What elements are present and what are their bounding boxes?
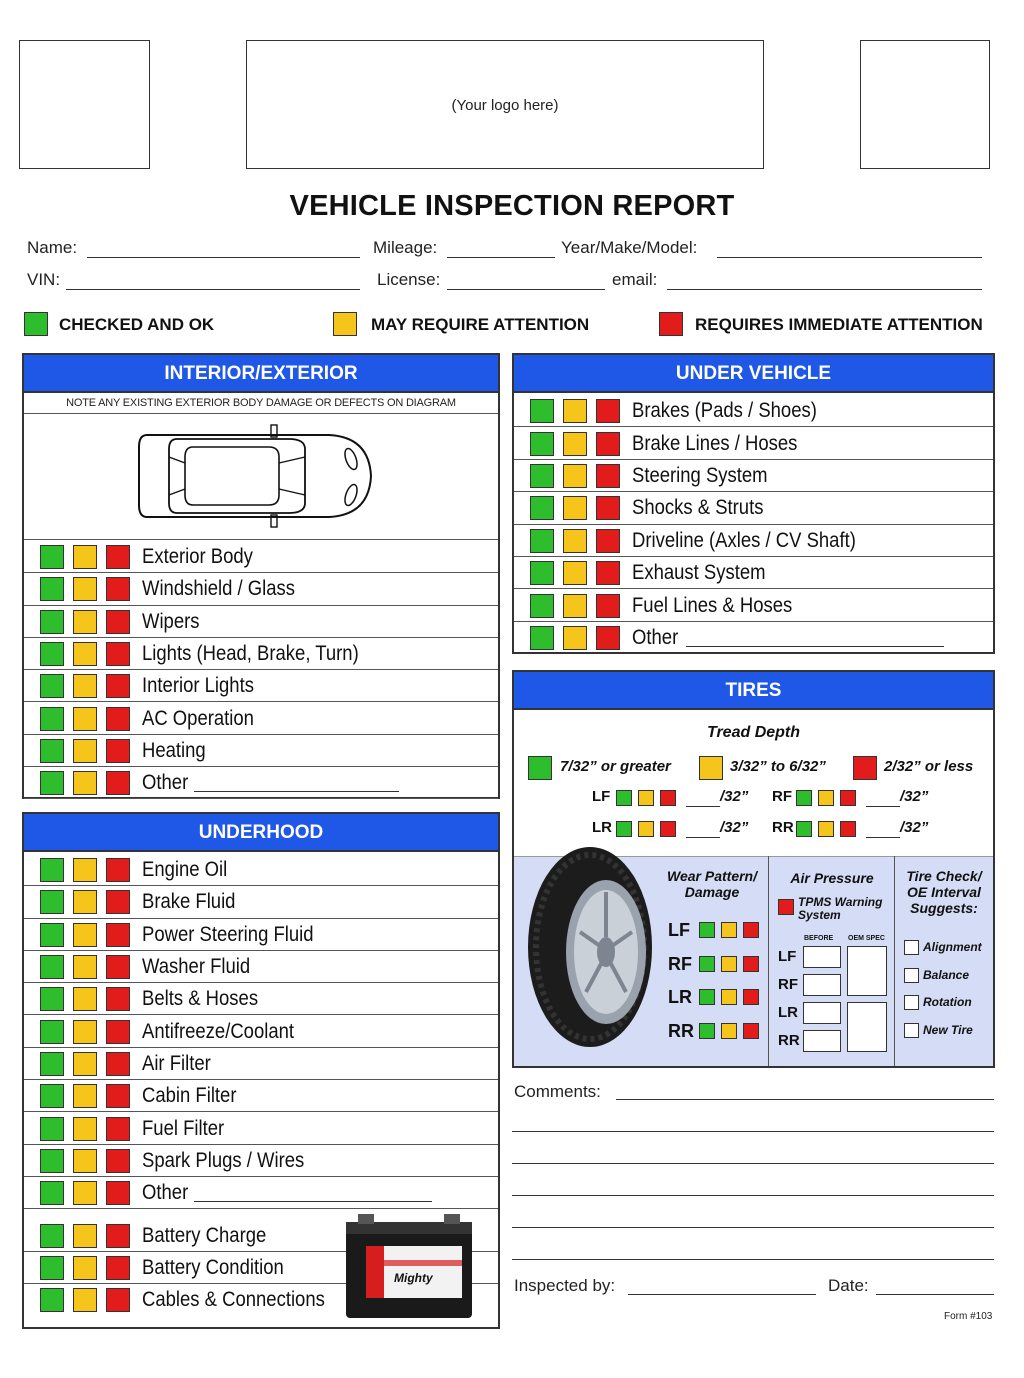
tire-check-title: Tire Check/ OE Interval Suggests: <box>906 868 982 916</box>
checklist-item-label: Exhaust System <box>632 561 766 585</box>
checklist-item-label: Power Steering Fluid <box>142 922 314 946</box>
tire-image <box>520 842 664 1052</box>
checklist-item-label: Cabin Filter <box>142 1084 237 1108</box>
yellow-status-box[interactable] <box>73 674 97 698</box>
yellow-status-box[interactable] <box>563 399 587 423</box>
checklist-row <box>24 854 498 886</box>
tread-depth-line[interactable] <box>686 837 720 838</box>
yellow-tread-box[interactable] <box>638 821 654 837</box>
red-status-box[interactable] <box>106 955 130 979</box>
yellow-status-box[interactable] <box>73 771 97 795</box>
comments-line-6[interactable] <box>512 1259 994 1260</box>
wear-pattern-title: Wear Pattern/ Damage <box>667 868 757 900</box>
green-wear-box[interactable] <box>699 989 715 1005</box>
legend-yellow-swatch <box>333 312 357 336</box>
yellow-wear-box[interactable] <box>721 989 737 1005</box>
yellow-status-box[interactable] <box>563 432 587 456</box>
legend-yellow-label: MAY REQUIRE ATTENTION <box>371 315 590 334</box>
checklist-item-label: Lights (Head, Brake, Turn) <box>142 642 359 666</box>
checklist-item-label: Brake Lines / Hoses <box>632 431 798 455</box>
checklist-row <box>514 427 993 459</box>
green-tread-box[interactable] <box>796 790 812 806</box>
yellow-status-box[interactable] <box>73 545 97 569</box>
green-status-box[interactable] <box>40 923 64 947</box>
page-title: VEHICLE INSPECTION REPORT <box>289 190 735 222</box>
tire-col-divider-1 <box>768 856 769 1066</box>
checklist-item-label: Shocks & Struts <box>632 496 764 520</box>
yellow-wear-box[interactable] <box>721 922 737 938</box>
red-status-box[interactable] <box>106 987 130 1011</box>
checklist-item-label: Driveline (Axles / CV Shaft) <box>632 528 856 552</box>
checklist-row <box>24 886 498 918</box>
note-divider <box>24 413 498 414</box>
diagram-divider <box>24 539 498 540</box>
car-diagram[interactable] <box>129 417 379 535</box>
tread-depth-line[interactable] <box>866 806 900 807</box>
ymm-label: Year/Make/Model: <box>561 238 698 257</box>
red-status-box[interactable] <box>596 626 620 650</box>
green-status-box[interactable] <box>40 955 64 979</box>
checklist-item-label: Cables & Connections <box>142 1288 325 1311</box>
yellow-status-box[interactable] <box>563 561 587 585</box>
form-number: Form #103 <box>944 1311 993 1322</box>
comments-line-5[interactable] <box>512 1227 994 1228</box>
tread-red-label: 2/32” or less <box>884 758 974 775</box>
red-status-box[interactable] <box>106 545 130 569</box>
yellow-status-box[interactable] <box>73 1149 97 1173</box>
legend-red-label: REQUIRES IMMEDIATE ATTENTION <box>695 315 983 334</box>
green-status-box[interactable] <box>40 858 64 882</box>
tread-position-label: RF <box>772 788 792 805</box>
checklist-item-label: Fuel Filter <box>142 1116 225 1140</box>
green-status-box[interactable] <box>40 1020 64 1044</box>
checklist-item-label: Other <box>142 1181 189 1205</box>
checklist-item-label: Battery Charge <box>142 1224 267 1247</box>
tread-position-label: LF <box>592 788 611 805</box>
tread-yellow-label: 3/32” to 6/32” <box>730 758 826 775</box>
tread-fraction-suffix: /32” <box>900 788 929 805</box>
red-status-box[interactable] <box>596 432 620 456</box>
red-wear-box[interactable] <box>743 989 759 1005</box>
red-wear-box[interactable] <box>743 956 759 972</box>
yellow-status-box[interactable] <box>73 1020 97 1044</box>
red-status-box[interactable] <box>106 610 130 634</box>
checklist-row <box>514 492 993 524</box>
email-line[interactable] <box>667 289 982 290</box>
checklist-item-label: Washer Fluid <box>142 955 251 979</box>
yellow-status-box[interactable] <box>563 594 587 618</box>
red-status-box[interactable] <box>106 1084 130 1108</box>
green-status-box[interactable] <box>40 1052 64 1076</box>
green-status-box[interactable] <box>40 987 64 1011</box>
red-status-box[interactable] <box>106 1256 130 1280</box>
yellow-status-box[interactable] <box>73 642 97 666</box>
left-logo-box <box>19 40 150 169</box>
underhood-panel <box>22 812 500 1329</box>
checklist-row <box>24 541 498 573</box>
yellow-status-box[interactable] <box>73 1117 97 1141</box>
tread-fraction-suffix: /32” <box>900 819 929 836</box>
yellow-status-box[interactable] <box>73 955 97 979</box>
inspected-by-label: Inspected by: <box>514 1276 616 1295</box>
checklist-row <box>514 395 993 427</box>
checklist-item-label: Spark Plugs / Wires <box>142 1148 305 1172</box>
tire-check-checkbox[interactable] <box>904 968 919 983</box>
checklist-row <box>514 557 993 589</box>
ymm-line[interactable] <box>717 257 982 258</box>
red-wear-box[interactable] <box>743 1023 759 1039</box>
checklist-item-label: Steering System <box>632 463 768 487</box>
checklist-item-label: Air Filter <box>142 1051 211 1075</box>
tread-green-label: 7/32” or greater <box>560 758 671 775</box>
green-status-box[interactable] <box>530 561 554 585</box>
air-pressure-title: Air Pressure <box>790 870 874 886</box>
checklist-item-label: Battery Condition <box>142 1256 284 1279</box>
tire-col-divider-2 <box>894 856 895 1066</box>
red-wear-box[interactable] <box>743 922 759 938</box>
yellow-status-box[interactable] <box>73 987 97 1011</box>
red-status-box[interactable] <box>106 1288 130 1312</box>
comments-line-1[interactable] <box>616 1099 994 1100</box>
red-status-box[interactable] <box>106 642 130 666</box>
green-status-box[interactable] <box>40 674 64 698</box>
red-status-box[interactable] <box>106 890 130 914</box>
checklist-row <box>514 622 993 654</box>
green-wear-box[interactable] <box>699 956 715 972</box>
under-vehicle-panel <box>512 353 995 654</box>
green-status-box[interactable] <box>40 1288 64 1312</box>
green-status-box[interactable] <box>40 1256 64 1280</box>
green-status-box[interactable] <box>40 890 64 914</box>
checklist-item-label: Wipers <box>142 609 200 633</box>
red-status-box[interactable] <box>106 1020 130 1044</box>
vin-line[interactable] <box>66 289 360 290</box>
green-wear-box[interactable] <box>699 922 715 938</box>
green-status-box[interactable] <box>40 577 64 601</box>
air-position-label: LF <box>778 948 797 965</box>
red-status-box[interactable] <box>106 1052 130 1076</box>
red-status-box[interactable] <box>106 674 130 698</box>
right-logo-box <box>860 40 990 169</box>
green-status-box[interactable] <box>40 1084 64 1108</box>
yellow-tread-box[interactable] <box>638 790 654 806</box>
green-status-box[interactable] <box>40 1224 64 1248</box>
tire-check-label: New Tire <box>923 1022 973 1037</box>
yellow-status-box[interactable] <box>563 529 587 553</box>
red-status-box[interactable] <box>596 496 620 520</box>
checklist-row <box>24 767 498 799</box>
vin-label: VIN: <box>27 270 61 289</box>
tread-position-label: LR <box>592 819 612 836</box>
oem-spec-label: OEM SPEC <box>848 935 885 942</box>
tire-check-label: Alignment <box>923 940 982 954</box>
legend-green-swatch <box>24 312 48 336</box>
tread-depth-line[interactable] <box>686 806 720 807</box>
green-status-box[interactable] <box>530 594 554 618</box>
green-tread-box[interactable] <box>796 821 812 837</box>
green-status-box[interactable] <box>530 464 554 488</box>
red-tread-box[interactable] <box>660 821 676 837</box>
tread-red-swatch <box>853 756 877 780</box>
green-status-box[interactable] <box>530 496 554 520</box>
yellow-status-box[interactable] <box>73 1052 97 1076</box>
green-status-box[interactable] <box>530 399 554 423</box>
checklist-row <box>24 1016 498 1048</box>
license-label: License: <box>377 270 441 289</box>
battery-image <box>336 1212 486 1322</box>
green-status-box[interactable] <box>40 545 64 569</box>
checklist-item-label: Engine Oil <box>142 858 228 882</box>
checklist-row <box>514 589 993 621</box>
yellow-status-box[interactable] <box>563 496 587 520</box>
checklist-row <box>24 951 498 983</box>
green-status-box[interactable] <box>530 432 554 456</box>
checklist-item-label: Windshield / Glass <box>142 577 296 601</box>
tread-depth-title: Tread Depth <box>706 724 801 741</box>
checklist-item-label: Other <box>632 625 679 649</box>
red-status-box[interactable] <box>106 858 130 882</box>
green-status-box[interactable] <box>40 642 64 666</box>
under-vehicle-header: UNDER VEHICLE <box>514 355 993 393</box>
checklist-row <box>24 1177 498 1209</box>
yellow-status-box[interactable] <box>73 1288 97 1312</box>
tread-fraction-suffix: /32” <box>720 819 749 836</box>
checklist-row <box>24 606 498 638</box>
name-line[interactable] <box>87 257 360 258</box>
logo-placeholder: (Your logo here) <box>451 97 559 114</box>
date-label: Date: <box>828 1276 869 1295</box>
checklist-row <box>24 638 498 670</box>
before-pressure-box[interactable] <box>803 1030 841 1052</box>
red-tread-box[interactable] <box>840 790 856 806</box>
wear-position-label: RR <box>668 1020 694 1041</box>
checklist-item-label: Belts & Hoses <box>142 987 259 1011</box>
underhood-header: UNDERHOOD <box>24 814 498 852</box>
checklist-row <box>24 919 498 951</box>
yellow-status-box[interactable] <box>73 707 97 731</box>
tire-check-checkbox[interactable] <box>904 995 919 1010</box>
green-status-box[interactable] <box>40 1149 64 1173</box>
checklist-row <box>24 1112 498 1144</box>
checklist-item-label: Heating <box>142 738 206 762</box>
checklist-item-label: Exterior Body <box>142 545 253 569</box>
green-status-box[interactable] <box>40 771 64 795</box>
before-pressure-box[interactable] <box>803 946 841 968</box>
green-status-box[interactable] <box>530 529 554 553</box>
yellow-status-box[interactable] <box>73 1181 97 1205</box>
air-position-label: RF <box>778 976 798 993</box>
red-status-box[interactable] <box>106 1181 130 1205</box>
yellow-status-box[interactable] <box>563 464 587 488</box>
red-status-box[interactable] <box>106 1224 130 1248</box>
tpms-swatch <box>778 899 794 915</box>
comments-line-2[interactable] <box>512 1131 994 1132</box>
yellow-tread-box[interactable] <box>818 790 834 806</box>
checklist-item-label: Other <box>142 771 189 795</box>
comments-line-3[interactable] <box>512 1163 994 1164</box>
red-status-box[interactable] <box>106 1117 130 1141</box>
air-position-label: LR <box>778 1004 798 1021</box>
red-status-box[interactable] <box>106 577 130 601</box>
green-status-box[interactable] <box>40 707 64 731</box>
green-wear-box[interactable] <box>699 1023 715 1039</box>
red-status-box[interactable] <box>596 529 620 553</box>
other-write-in-line[interactable] <box>194 791 399 792</box>
green-tread-box[interactable] <box>616 790 632 806</box>
before-pressure-box[interactable] <box>803 1002 841 1024</box>
other-write-in-line[interactable] <box>194 1201 432 1202</box>
tread-position-label: RR <box>772 819 794 836</box>
battery-brand: Mighty <box>394 1271 433 1285</box>
tread-depth-line[interactable] <box>866 837 900 838</box>
red-status-box[interactable] <box>596 594 620 618</box>
air-position-label: RR <box>778 1032 800 1049</box>
yellow-status-box[interactable] <box>73 577 97 601</box>
green-status-box[interactable] <box>40 610 64 634</box>
red-status-box[interactable] <box>596 561 620 585</box>
tread-green-swatch <box>528 756 552 780</box>
before-label: BEFORE <box>804 935 834 942</box>
wear-position-label: LF <box>668 920 690 940</box>
yellow-status-box[interactable] <box>73 739 97 763</box>
center-logo-box <box>246 40 764 169</box>
checklist-row <box>24 983 498 1015</box>
tires-header: TIRES <box>514 672 993 710</box>
checklist-row <box>24 573 498 605</box>
wear-position-label: RF <box>668 953 692 974</box>
inspected-by-line[interactable] <box>628 1294 816 1295</box>
red-tread-box[interactable] <box>660 790 676 806</box>
red-tread-box[interactable] <box>840 821 856 837</box>
tire-check-checkbox[interactable] <box>904 1023 919 1038</box>
comments-label: Comments: <box>514 1082 601 1101</box>
yellow-status-box[interactable] <box>73 610 97 634</box>
date-line[interactable] <box>876 1294 994 1295</box>
checklist-row <box>24 735 498 767</box>
green-tread-box[interactable] <box>616 821 632 837</box>
interior-exterior-panel <box>22 353 500 799</box>
checklist-row <box>514 460 993 492</box>
yellow-status-box[interactable] <box>73 923 97 947</box>
red-status-box[interactable] <box>106 1149 130 1173</box>
checklist-row <box>24 1048 498 1080</box>
checklist-row <box>24 670 498 702</box>
tpms-label: TPMS Warning System <box>798 895 883 922</box>
name-label: Name: <box>27 238 78 257</box>
comments-line-4[interactable] <box>512 1195 994 1196</box>
tire-check-label: Rotation <box>923 995 972 1009</box>
red-status-box[interactable] <box>106 707 130 731</box>
checklist-item-label: Brake Fluid <box>142 890 236 914</box>
email-label: email: <box>612 270 658 289</box>
mileage-label: Mileage: <box>373 238 438 257</box>
tires-panel <box>512 670 995 1068</box>
green-status-box[interactable] <box>530 626 554 650</box>
tread-fraction-suffix: /32” <box>720 788 749 805</box>
tread-yellow-swatch <box>699 756 723 780</box>
checklist-row <box>24 703 498 735</box>
tire-check-label: Balance <box>923 967 970 982</box>
wear-position-label: LR <box>668 987 692 1007</box>
yellow-tread-box[interactable] <box>818 821 834 837</box>
before-pressure-box[interactable] <box>803 974 841 996</box>
yellow-status-box[interactable] <box>73 1224 97 1248</box>
yellow-status-box[interactable] <box>73 1084 97 1108</box>
yellow-wear-box[interactable] <box>721 956 737 972</box>
green-status-box[interactable] <box>40 1117 64 1141</box>
legend-green-label: CHECKED AND OK <box>59 315 215 334</box>
checklist-row <box>514 525 993 557</box>
interior-exterior-header: INTERIOR/EXTERIOR <box>24 355 498 393</box>
checklist-row <box>24 1145 498 1177</box>
oem-spec-front-box[interactable] <box>847 946 887 996</box>
checklist-item-label: AC Operation <box>142 706 254 730</box>
other-write-in-line[interactable] <box>686 646 944 647</box>
green-status-box[interactable] <box>40 739 64 763</box>
red-status-box[interactable] <box>596 464 620 488</box>
license-line[interactable] <box>447 289 605 290</box>
tire-check-checkbox[interactable] <box>904 940 919 955</box>
checklist-item-label: Fuel Lines & Hoses <box>632 593 793 617</box>
yellow-status-box[interactable] <box>73 858 97 882</box>
yellow-status-box[interactable] <box>73 1256 97 1280</box>
oem-spec-rear-box[interactable] <box>847 1002 887 1052</box>
yellow-status-box[interactable] <box>73 890 97 914</box>
checklist-item-label: Interior Lights <box>142 674 254 698</box>
red-status-box[interactable] <box>106 771 130 795</box>
checklist-row <box>24 1080 498 1112</box>
red-status-box[interactable] <box>106 739 130 763</box>
red-status-box[interactable] <box>106 923 130 947</box>
damage-note: NOTE ANY EXISTING EXTERIOR BODY DAMAGE OR DEFECTS ON DIAGRAM <box>66 397 456 409</box>
yellow-wear-box[interactable] <box>721 1023 737 1039</box>
red-status-box[interactable] <box>596 399 620 423</box>
mileage-line[interactable] <box>447 257 555 258</box>
checklist-item-label: Antifreeze/Coolant <box>142 1019 295 1043</box>
checklist-item-label: Brakes (Pads / Shoes) <box>632 399 817 423</box>
yellow-status-box[interactable] <box>563 626 587 650</box>
green-status-box[interactable] <box>40 1181 64 1205</box>
legend-red-swatch <box>659 312 683 336</box>
